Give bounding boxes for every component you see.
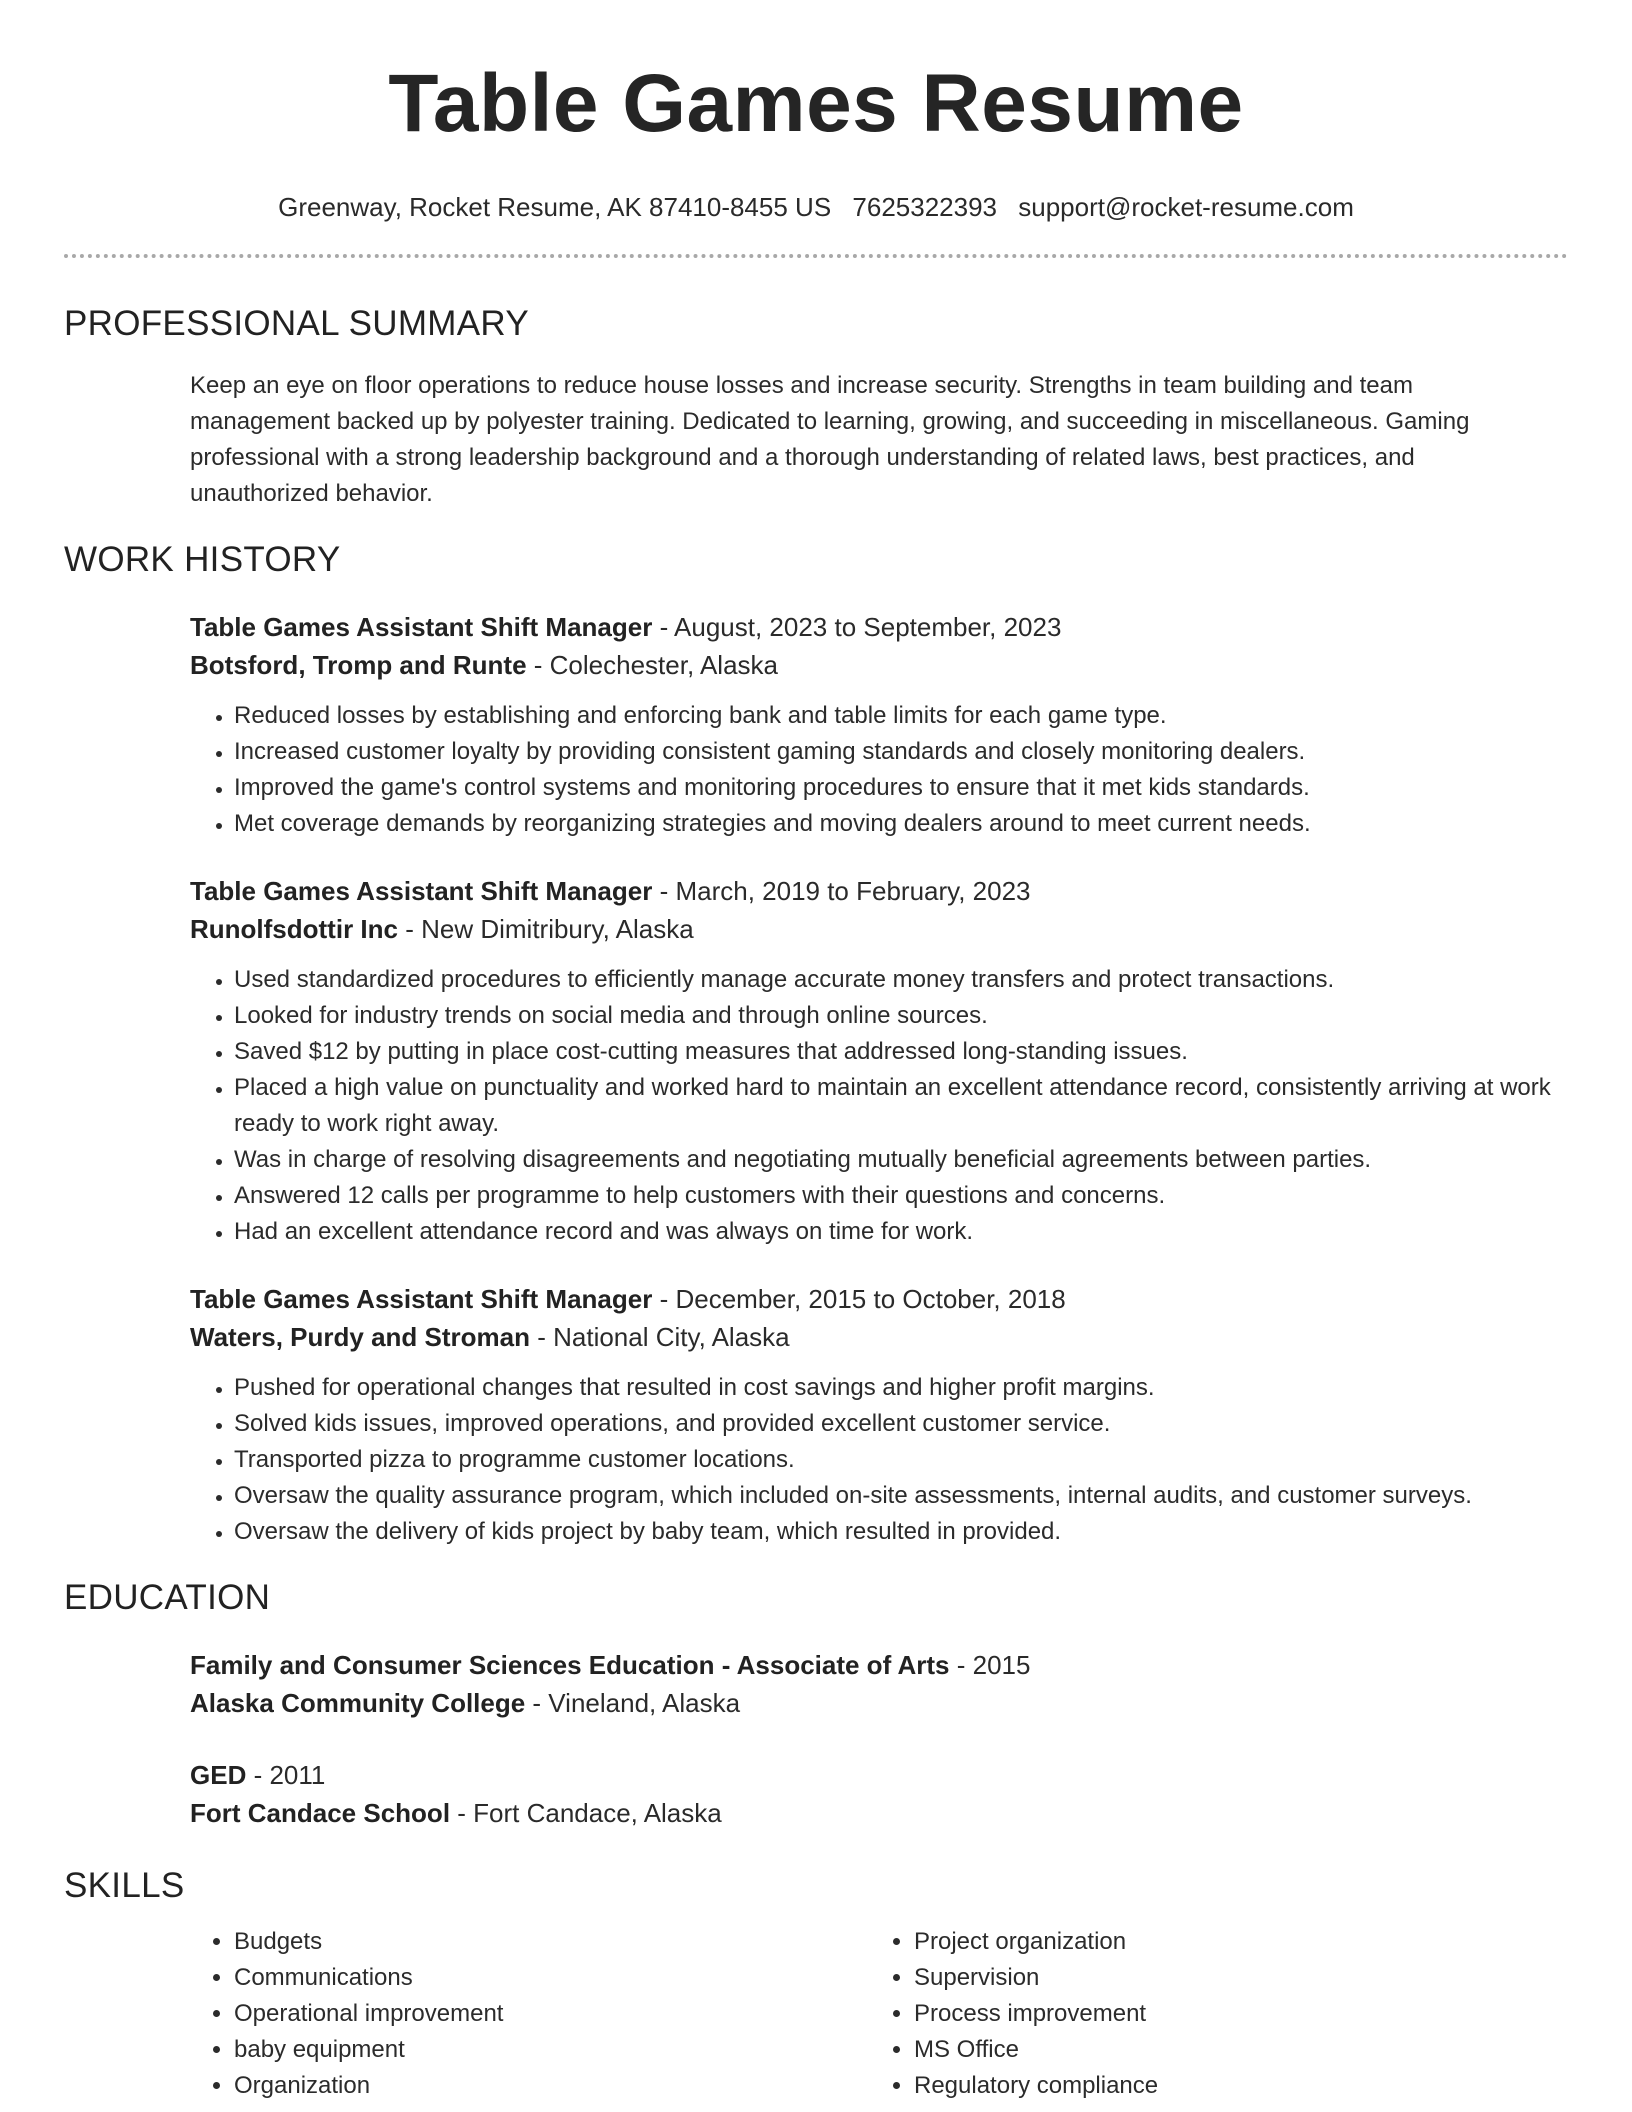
job-dates: - August, 2023 to September, 2023 [652,612,1062,642]
education-school: Alaska Community College [190,1688,526,1718]
job-bullets [190,698,1568,842]
contact-line [64,190,1568,224]
skills-section [64,1864,1568,2104]
job-company-line [190,910,1568,948]
resume-title: Table Games Resume [388,58,1244,149]
job-role: Table Games Assistant Shift Manager [190,1284,653,1314]
skills-left-column [190,1924,870,2104]
job-bullet: • Increased customer loyalty by providing consistent gaming standards and closely monitoring dealers. [234,734,1568,770]
skill-item: • Supervision [914,1960,1550,1996]
job-location: - National City, Alaska [530,1322,790,1352]
education-degree-line [190,1646,1568,1684]
job-bullet: • Was in charge of resolving disagreements and negotiating mutually beneficial agreements between parties. [234,1142,1568,1178]
skill-item: • Budgets [234,1924,870,1960]
job-entry [190,872,1568,1250]
education-entry [190,1756,1568,1832]
job-entry [190,608,1568,842]
education-degree: Family and Consumer Sciences Education - Associate of Arts [190,1650,950,1680]
job-company: Runolfsdottir Inc [190,914,398,944]
education-section [64,1576,1568,1832]
job-bullet: • Solved kids issues, improved operations, and provided excellent customer service. [234,1406,1568,1442]
job-bullet: • Met coverage demands by reorganizing strategies and moving dealers around to meet current needs. [234,806,1568,842]
skill-item: • Communications [234,1960,870,1996]
job-bullet: • Improved the game's control systems and monitoring procedures to ensure that it met kids standards. [234,770,1568,806]
job-bullet: • Placed a high value on punctuality and worked hard to maintain an excellent attendance record, consistently arriving at work ready to work right away. [234,1070,1568,1142]
contact-phone: 7625322393 [852,192,998,222]
job-bullet: • Answered 12 calls per programme to help customers with their questions and concerns. [234,1178,1568,1214]
skill-item: • baby equipment [234,2032,870,2068]
job-location: - New Dimitribury, Alaska [397,914,694,944]
skill-item: • MS Office [914,2032,1550,2068]
job-bullets [190,962,1568,1250]
education-entry [190,1646,1568,1722]
skill-item: • Project organization [914,1924,1550,1960]
skills-columns [190,1924,1568,2104]
header-divider [64,254,1568,258]
job-location: - Colechester, Alaska [526,650,779,680]
skill-item: • Organization [234,2068,870,2104]
job-company-line [190,646,1568,684]
education-school-line [190,1684,1568,1722]
job-bullet: • Saved $12 by putting in place cost-cutting measures that addressed long-standing issues. [234,1034,1568,1070]
job-role: Table Games Assistant Shift Manager [190,612,653,642]
job-title-line [190,872,1568,910]
work-history-heading: WORK HISTORY [64,540,341,579]
job-bullet: • Used standardized procedures to efficiently manage accurate money transfers and protect transactions. [234,962,1568,998]
job-company: Botsford, Tromp and Runte [190,650,527,680]
job-bullets [190,1370,1568,1550]
summary-heading: PROFESSIONAL SUMMARY [64,304,529,343]
job-entry [190,1280,1568,1550]
skill-item: • Operational improvement [234,1996,870,2032]
job-company: Waters, Purdy and Stroman [190,1322,530,1352]
education-location: - Fort Candace, Alaska [450,1798,722,1828]
job-bullet: • Pushed for operational changes that resulted in cost savings and higher profit margins. [234,1370,1568,1406]
job-title-line [190,1280,1568,1318]
education-year: - 2011 [246,1760,326,1790]
job-bullet: • Oversaw the delivery of kids project by baby team, which resulted in provided. [234,1514,1568,1550]
job-bullet: • Looked for industry trends on social media and through online sources. [234,998,1568,1034]
job-company-line [190,1318,1568,1356]
education-heading: EDUCATION [64,1578,271,1617]
work-history-section [64,538,1568,1550]
job-dates: - March, 2019 to February, 2023 [652,876,1031,906]
job-bullet: • Had an excellent attendance record and was always on time for work. [234,1214,1568,1250]
job-title-line [190,608,1568,646]
job-role: Table Games Assistant Shift Manager [190,876,653,906]
job-dates: - December, 2015 to October, 2018 [652,1284,1066,1314]
job-bullet: • Reduced losses by establishing and enforcing bank and table limits for each game type. [234,698,1568,734]
job-bullet: • Transported pizza to programme customer locations. [234,1442,1568,1478]
summary-section [64,302,1568,512]
skill-item: • Regulatory compliance [914,2068,1550,2104]
education-school-line [190,1794,1568,1832]
education-degree-line [190,1756,1568,1794]
contact-address: Greenway, Rocket Resume, AK 87410-8455 US [278,192,832,222]
skill-item: • Process improvement [914,1996,1550,2032]
resume-header [64,0,1568,224]
skills-heading: SKILLS [64,1866,185,1905]
contact-email[interactable]: support@rocket-resume.com [1018,192,1354,222]
education-year: - 2015 [949,1650,1031,1680]
job-bullet: • Oversaw the quality assurance program, which included on-site assessments, internal audits, and customer surveys. [234,1478,1568,1514]
skills-right-column [870,1924,1550,2104]
education-school: Fort Candace School [190,1798,451,1828]
education-degree: GED [190,1760,247,1790]
summary-text: Keep an eye on floor operations to reduce house losses and increase security. Strengths in team building and team management backed up by polyester training. Dedicated to learning, growing, and succeeding in miscellaneous. Gaming professional with a strong leadership background and a thorough understanding of related laws, best practices, and unauthorized behavior. [190,372,1470,507]
education-location: - Vineland, Alaska [525,1688,741,1718]
